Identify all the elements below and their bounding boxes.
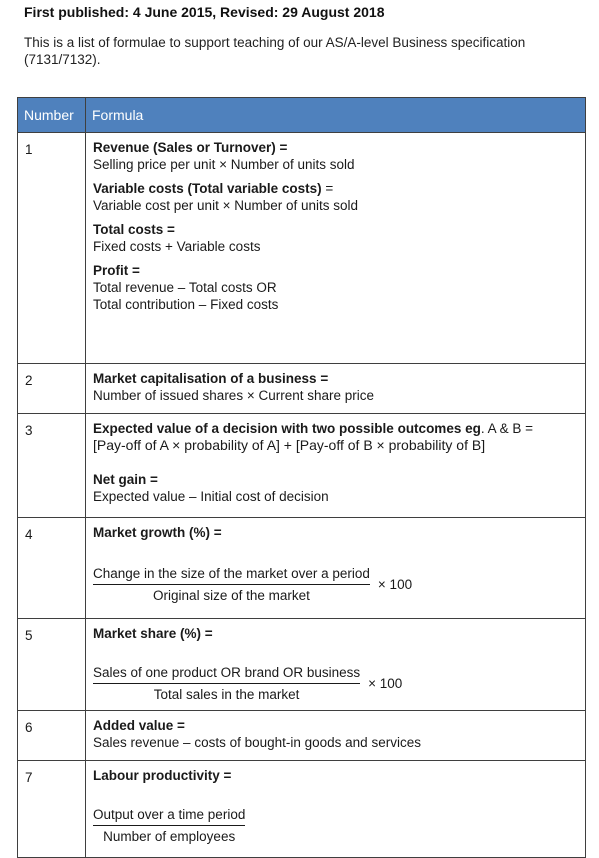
formula-title: Market share (%) = xyxy=(93,626,213,641)
fraction-numerator: Output over a time period xyxy=(93,807,246,822)
formula-title: Variable costs (Total variable costs) xyxy=(93,181,322,196)
table-row xyxy=(18,761,586,858)
table-header-row xyxy=(18,98,586,133)
formula-variable-costs xyxy=(93,180,579,214)
table-row xyxy=(18,619,586,711)
formulae-table xyxy=(17,97,586,858)
fraction-denominator: Original size of the market xyxy=(93,584,370,604)
multiplier: × 100 xyxy=(368,676,403,691)
formula-title-suffix: . A & B = xyxy=(480,421,534,436)
formula-title: Market growth (%) = xyxy=(93,525,222,540)
row-number: 7 xyxy=(18,761,86,858)
formula-title: Total costs = xyxy=(93,222,175,237)
fraction-denominator: Total sales in the market xyxy=(93,683,360,703)
formula-total-costs xyxy=(93,221,579,255)
fraction-numerator: Sales of one product OR brand OR business xyxy=(93,665,361,680)
row-number: 5 xyxy=(18,619,86,711)
row-number: 1 xyxy=(18,133,86,364)
fraction-denominator: Number of employees xyxy=(93,825,245,845)
formula-cell xyxy=(86,414,586,518)
table-row xyxy=(18,133,586,364)
header-number: Number xyxy=(18,98,86,133)
formula-line: Selling price per unit × Number of units sold xyxy=(93,157,355,172)
fraction-expression xyxy=(93,806,579,845)
published-date: First published: 4 June 2015, Revised: 29 August 2018 xyxy=(24,4,385,20)
formula-profit xyxy=(93,262,579,313)
formula-line: Total revenue – Total costs OR xyxy=(93,280,277,295)
formula-title: Profit = xyxy=(93,263,140,278)
formula-title-line xyxy=(93,420,579,437)
formula-title-line xyxy=(93,180,579,197)
formula-cell xyxy=(86,364,586,414)
formula-line: Expected value – Initial cost of decision xyxy=(93,489,329,504)
formula-line: Fixed costs + Variable costs xyxy=(93,239,261,254)
formula-cell xyxy=(86,761,586,858)
formula-cell xyxy=(86,133,586,364)
formula-subtitle: Net gain = xyxy=(93,472,158,487)
row-number: 4 xyxy=(18,518,86,619)
formula-line: Variable cost per unit × Number of units sold xyxy=(93,198,359,213)
fraction-expression xyxy=(93,565,579,604)
formula-line: Number of issued shares × Current share price xyxy=(93,388,375,403)
row-number: 6 xyxy=(18,711,86,761)
fraction xyxy=(93,565,370,604)
formula-line: Total contribution – Fixed costs xyxy=(93,297,279,312)
row-number: 2 xyxy=(18,364,86,414)
table-row xyxy=(18,518,586,619)
formula-equals: = xyxy=(321,181,334,196)
formula-line: [Pay-off of A × probability of A] + [Pay-off of B × probability of B] xyxy=(93,437,486,453)
fraction-numerator: Change in the size of the market over a period xyxy=(93,566,370,581)
formula-title: Expected value of a decision with two possible outcomes eg xyxy=(93,421,481,436)
formula-cell xyxy=(86,518,586,619)
table-row xyxy=(18,364,586,414)
header-formula: Formula xyxy=(86,98,586,133)
formula-title: Revenue (Sales or Turnover) = xyxy=(93,140,288,155)
formula-title: Labour productivity = xyxy=(93,768,232,783)
formula-cell xyxy=(86,619,586,711)
formula-line: Sales revenue – costs of bought-in goods and services xyxy=(93,735,421,750)
table-row xyxy=(18,414,586,518)
formula-title: Market capitalisation of a business = xyxy=(93,371,329,386)
intro-text: This is a list of formulae to support teaching of our AS/A-level Business specification (7131/7132). xyxy=(24,35,526,67)
fraction xyxy=(93,806,245,845)
fraction xyxy=(93,664,360,703)
fraction-expression xyxy=(93,664,579,703)
multiplier: × 100 xyxy=(377,577,413,592)
formula-title: Added value = xyxy=(93,718,185,733)
formula-cell xyxy=(86,711,586,761)
table-row xyxy=(18,711,586,761)
formula-revenue xyxy=(93,139,579,173)
row-number: 3 xyxy=(18,414,86,518)
